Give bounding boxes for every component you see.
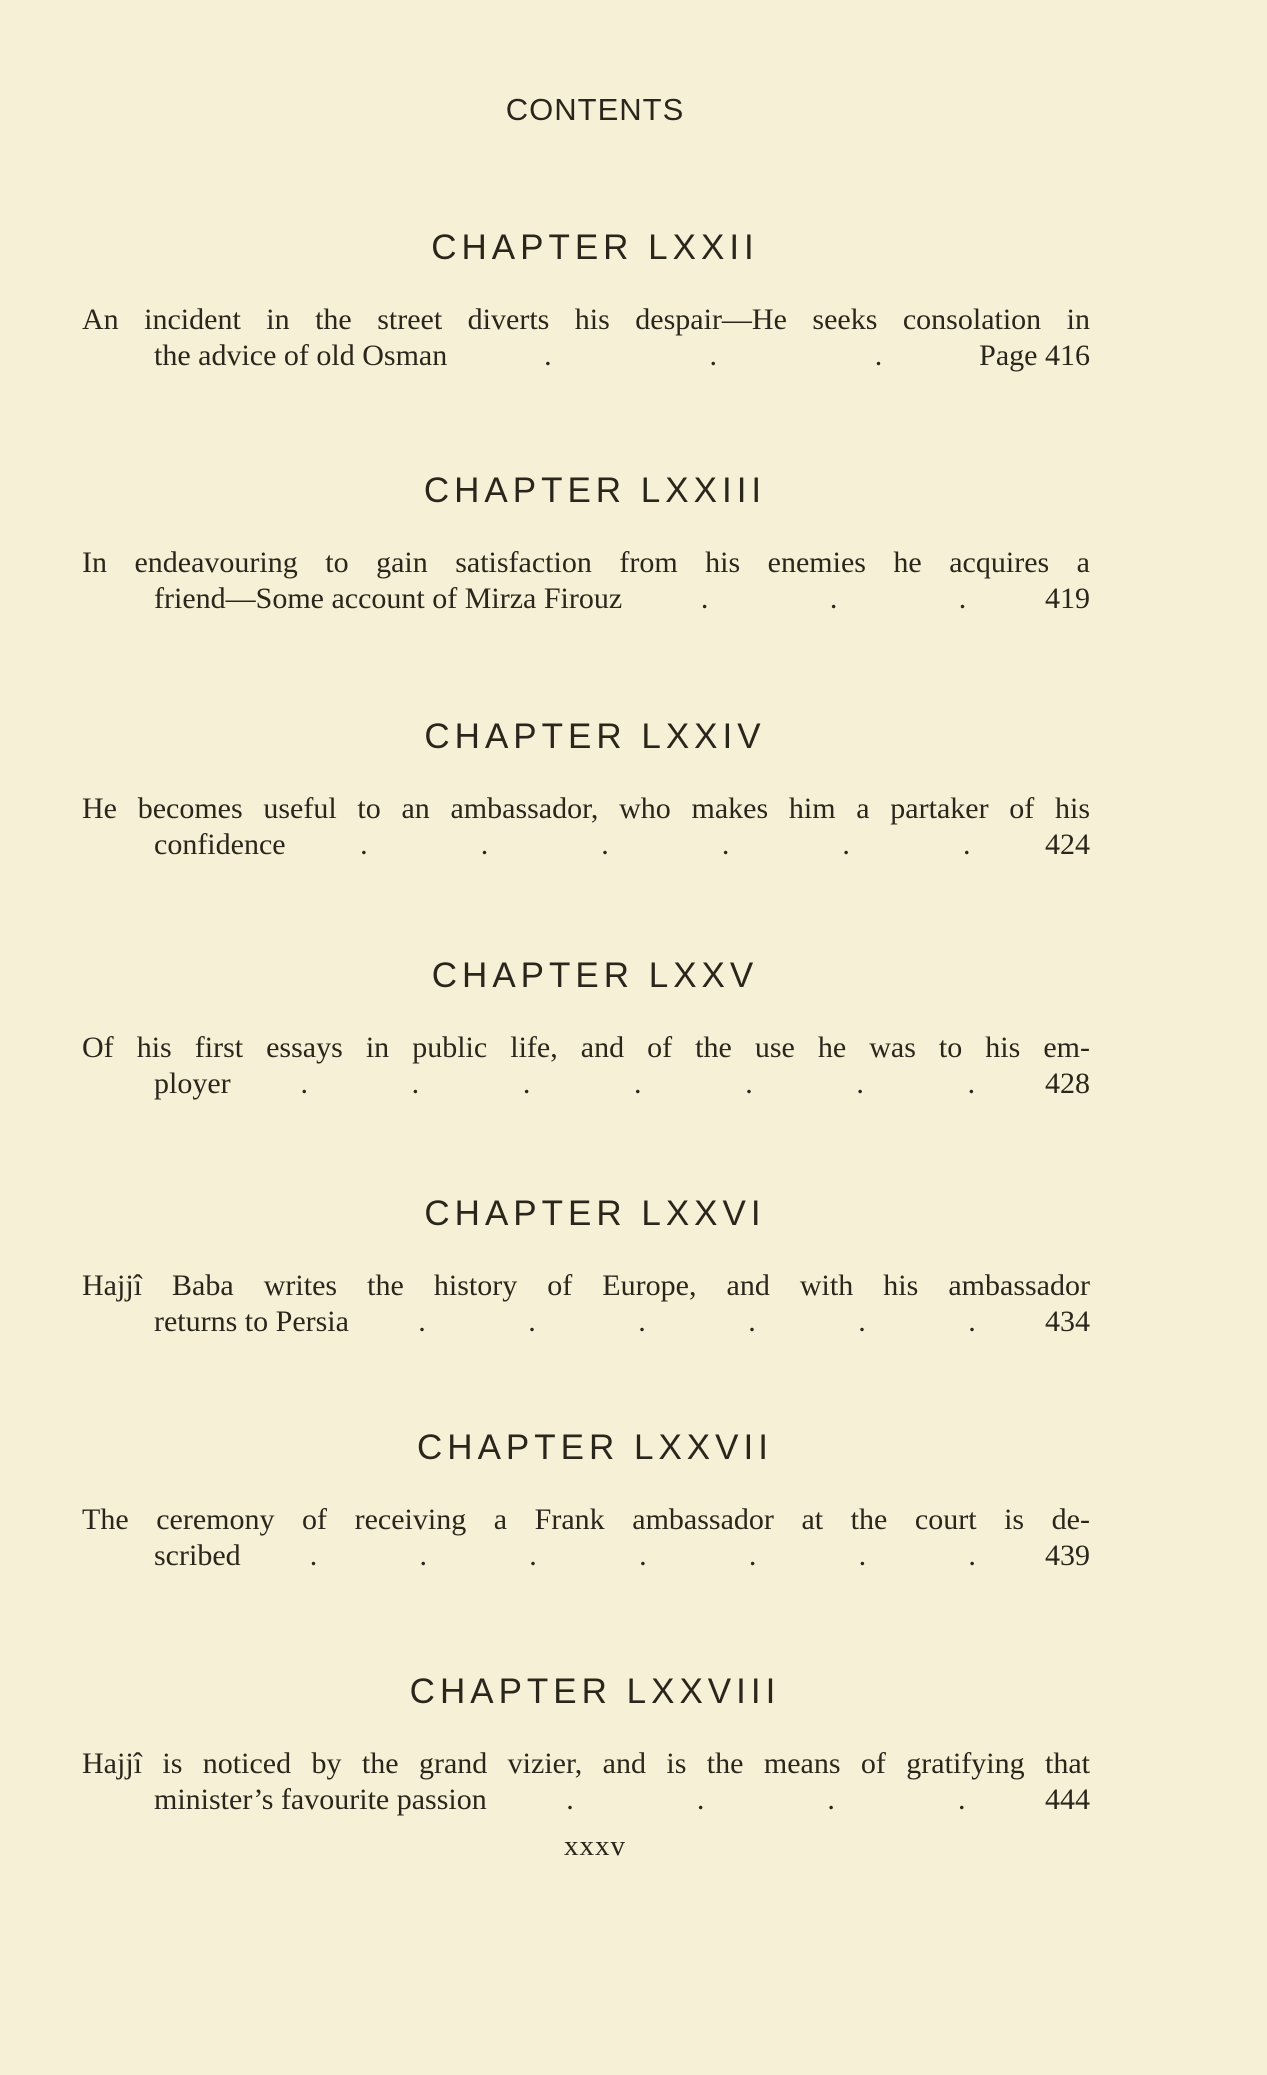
- dot-leader: . . . .: [566, 1783, 966, 1816]
- chapter-heading: CHAPTER LXXVIII: [409, 1672, 781, 1711]
- summary-line-with-page: [82, 581, 1090, 617]
- page-number: 439: [1045, 1539, 1090, 1572]
- summary-line-with-page: [82, 1304, 1090, 1340]
- summary-line: Hajjî Baba writes the history of Europe, and with his ambassador: [82, 1269, 1090, 1302]
- chapter-summary: [82, 545, 1090, 617]
- summary-line: minister’s favourite passion: [154, 1783, 487, 1816]
- summary-line-with-page: [82, 1066, 1090, 1102]
- page-number: 419: [1045, 582, 1090, 615]
- chapter-summary: [82, 1746, 1090, 1818]
- chapter-summary: [82, 1268, 1090, 1340]
- summary-line: scribed: [154, 1539, 241, 1572]
- dot-leader: . . . . . .: [418, 1305, 976, 1338]
- dot-leader: . . . . . . .: [309, 1539, 976, 1572]
- summary-line: friend—Some account of Mirza Firouz: [154, 582, 623, 615]
- chapter-summary: [82, 302, 1090, 374]
- summary-line: returns to Persia: [154, 1305, 349, 1338]
- chapter-heading: CHAPTER LXXIV: [424, 717, 766, 756]
- chapter-heading: CHAPTER LXXII: [431, 228, 759, 267]
- summary-line-with-page: [82, 1538, 1090, 1574]
- chapter-heading: CHAPTER LXXIII: [423, 471, 767, 510]
- page-number: 444: [1045, 1783, 1090, 1816]
- summary-line-with-page: [82, 827, 1090, 863]
- dot-leader: . . . . . . .: [300, 1067, 976, 1100]
- chapter-summary: [82, 1030, 1090, 1102]
- summary-line: In endeavouring to gain satisfaction from his enemies he acquires a: [82, 546, 1090, 579]
- summary-line-with-page: [82, 1782, 1090, 1818]
- dot-leader: . . . . . .: [360, 828, 971, 861]
- page-number: 424: [1045, 828, 1090, 861]
- dot-leader: . . .: [544, 339, 883, 372]
- running-head: CONTENTS: [505, 92, 685, 127]
- summary-line: the advice of old Osman: [154, 339, 448, 372]
- chapter-summary: [82, 791, 1090, 863]
- summary-line: confidence: [154, 828, 286, 861]
- summary-line: ployer: [154, 1067, 231, 1100]
- page-number: 434: [1045, 1305, 1090, 1338]
- folio: xxxv: [564, 1830, 626, 1862]
- chapter-heading: CHAPTER LXXVI: [424, 1194, 766, 1233]
- page-number: 428: [1045, 1067, 1090, 1100]
- chapter-heading: CHAPTER LXXV: [431, 956, 759, 995]
- chapter-summary: [82, 1502, 1090, 1574]
- summary-line-with-page: [82, 338, 1090, 374]
- page-number: Page 416: [979, 339, 1090, 372]
- summary-line: The ceremony of receiving a Frank ambassador at the court is de-: [82, 1503, 1090, 1536]
- summary-line: He becomes useful to an ambassador, who makes him a partaker of his: [82, 792, 1090, 825]
- dot-leader: . . .: [700, 582, 967, 615]
- summary-line: Hajjî is noticed by the grand vizier, and is the means of gratifying that: [82, 1747, 1090, 1780]
- summary-line: An incident in the street diverts his despair—He seeks consolation in: [82, 303, 1090, 336]
- chapter-heading: CHAPTER LXXVII: [417, 1428, 773, 1467]
- summary-line: Of his first essays in public life, and of the use he was to his em-: [82, 1031, 1090, 1064]
